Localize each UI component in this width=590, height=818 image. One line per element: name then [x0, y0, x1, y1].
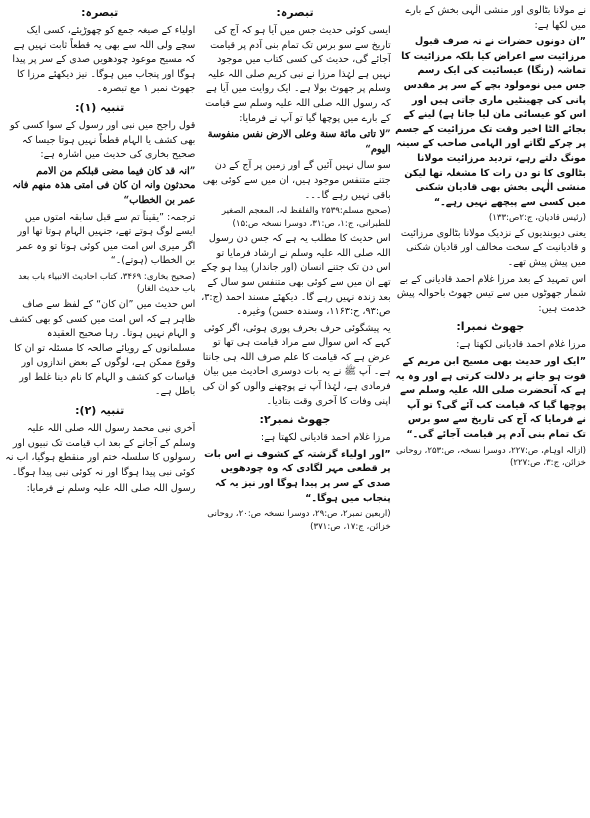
paragraph: اس تمہید کے بعد مرزا غلام احمد قادیانی کے بے شمار جھوٹوں میں سے تیس جھوٹ باحوالہ پیش خدمت ہیں:: [396, 273, 586, 314]
citation: (صحیح مسلم:۲۵۳۹ والفلفظ لہ، المعجم الصغیر للطبرانی، ج:۱، ص:۳۱، دوسرا نسخہ ص:۱۵): [221, 206, 391, 229]
paragraph: ترجمہ: ”یقیناً تم سے قبل سابقہ امتوں میں ایسے لوگ ہوتے تھے، جنہیں الہام ہوتا تھا اور اگر میری اس امت میں کوئی ہوتا تو وہ عمر بن الخطاب (ہوتے)۔“: [16, 211, 196, 267]
citation: (ازالہ اوہام، ص:۲۲۷، دوسرا نسخہ، ص:۲۵۳، روحانی خزائن، ج:۳، ص:۲۲۷): [396, 445, 586, 469]
section-heading: جھوٹ نمبرا:: [456, 320, 525, 334]
paragraph: ایسی کوئی حدیث جس میں آیا ہو کہ آج کی تاریخ سے سو برس تک تمام بنی آدم پر قیامت آجائے گی، حدیث کی کسی کتاب میں موجود نہیں ہے لہٰذا مرزا نے نبی کریم صلی اللہ علیہ وسلم پر جھوٹ بولا ہے۔ ایک روایت میں آیا ہے کہ رسول اللہ صلی اللہ علیہ وسلم سے قیامت کے بارے میں پوچھا گیا تو آپ نے فرمایا:: [205, 25, 391, 124]
column-middle: [199, 4, 390, 816]
quotation: ”ایک اور حدیث بھی مسیح ابن مریم کے فوت ہو جانے پر دلالت کرتی ہے اور وہ یہ ہے کہ آنحضرت صلی اللہ علیہ وسلم سے پوچھا گیا کہ قیامت کب آئے گی؟ تو آپ نے فرمایا کہ آج کی تاریخ سے سو برس تک تمام بنی آدم پر قیامت آجائے گی۔“: [395, 355, 586, 440]
citation: (صحیح بخاری: ۳۴۶۹، کتاب احادیث الانبیاء باب بعد باب حدیث الغار): [18, 271, 196, 295]
paragraph: آخری نبی محمد رسول اللہ صلی اللہ علیہ وسلم کے آجانے کے بعد اب قیامت تک نبیوں اور رسولوں کا سلسلہ ختم اور منقطع ہوگیا، اب نہ کوئی نبی پیدا ہوگا اور نہ کوئی نبی پیدا ہوگا۔: [5, 423, 196, 478]
paragraph: اولیاء کے صیغہ جمع کو چھوڑیئے، کسی ایک سچے ولی اللہ سے بھی یہ قطعاً ثابت نہیں ہے کہ مسیح موعود چودھویں صدی کے سر پر پیدا ہوگا اور پنجاب میں ہوگا۔ نیز دیکھئے مرزا کا جھوٹ نمبر ۱ مع تبصرہ۔: [12, 25, 196, 95]
paragraph: رسول اللہ صلی اللہ علیہ وسلم نے فرمایا:: [26, 483, 196, 495]
section-heading: تبصرہ:: [81, 6, 119, 19]
quotation: ”ان دونوں حضرات نے نہ صرف قبول مرزائیت سے اعراض کیا بلکہ مرزائیت کا تماشہ (رنگا) عیسائیت کی ایک رسم جس میں نومولود بچے کے سر پر مقدس پانی کی چھینٹیں ماری جاتی ہیں اور اس کو عیسائی مان لیا جاتا ہے) لینے کے بجائے الٹا اخیر وقت تک مرزائیت کے جسم پر چرکے لگاتے اور الہامی صاحب کے سینہ مونگ دلتے رہے، تردید مرزائیت مولانا بٹالوی کا تو دن رات کا مشغلہ تھا لیکن منشی الٰہی بخش بھی قادیان شکنی میں کسی سے پیچھے نہیں رہے۔“: [395, 36, 586, 208]
paragraph: قول راجح میں نبی اور رسول کے سوا کسی کو بھی کشف یا الہام قطعاً نہیں ہوتا جیسا کہ صحیح بخاری کی حدیث میں اشارہ ہے:: [10, 119, 196, 161]
section-heading: جھوٹ نمبر۲:: [259, 413, 331, 427]
paragraph: مرزا غلام احمد قادیانی لکھتا ہے:: [456, 339, 586, 351]
column-right: [395, 4, 586, 816]
paragraph: یہ پیشگوئی حرف بحرف پوری ہوئی، اگر کوئی کہے کہ اس سوال سے مراد قیامت ہی تھا تو عرض ہے کہ قیامت کا علم صرف اللہ ہی جانتا ہے۔ آپ ﷺ نے یہ بات دوسری احادیث میں بیان فرمادی ہے، لہٰذا آپ نے پوچھنے والوں کو ان کی اپنی وفات کا آخری وقت بتادیا۔: [202, 322, 391, 407]
citation: (رئیس قادیان، ج:۲ص:۱۳۳): [488, 213, 586, 224]
citation: (اربعین نمبر۲، ص:۲۹، دوسرا نسخہ ص:۲۰، روحانی خزائن، ج:۱۷، ص:۳۷۱): [207, 509, 391, 532]
arabic-text: ”لا تاتی مائة سنة وعلی الارض نفس منفوسة الیوم“: [207, 129, 391, 155]
section-heading: تنبیہ (۲):: [75, 404, 125, 418]
paragraph: اس حدیث کا مطلب یہ ہے کہ جس دن رسول اللہ صلی اللہ علیہ وسلم نے ارشاد فرمایا تو اس دن تک جتنے انسان (اور جاندار) پیدا ہو چکے تھے ان میں سے کوئی بھی متنفس سو سال کے بعد زندہ نہیں رہے گا۔ دیکھئے مسند احمد (ج:۳، ص:۹۳، ح:۱۱۶۳، وسندہ حسن) وغیرہ۔: [201, 233, 391, 318]
paragraph: اس حدیث میں ”ان کان“ کے لفظ سے صاف ظاہر ہے کہ اس امت میں کسی کو بھی کشف و الہام نہیں ہوتا۔ رہا صحیح العقیدہ مسلمانوں کے رویائے صالحہ کا مسئلہ تو ان کا وقوع ممکن ہے، لوگوں کے بعض اندازوں اور قیاسات کو کشف و الہام کا نام دینا غلط اور باطل ہے۔: [9, 298, 196, 398]
paragraph: نے مولانا بٹالوی اور منشی الٰہی بخش کے بارے میں لکھا ہے:: [405, 5, 586, 31]
paragraph: سو سال نہیں آئیں گے اور زمین پر آج کے دن جتنے متنفس موجود ہیں، ان میں سے کوئی بھی باقی نہیں رہے گا۔۔۔: [202, 160, 391, 201]
section-heading: تبصرہ:: [276, 6, 314, 19]
quotation: ”اور اولیاء گزشتہ کے کشوف نے اس بات پر قطعی مہر لگادی کہ وہ چودھویں صدی کے سر پر پیدا ہوگا اور نیز یہ کہ پنجاب میں ہوگا۔“: [204, 448, 391, 504]
paragraph: یعنی دیوبندیوں کے نزدیک مولانا بٹالوی مرزائیت و قادیانیت کے سخت مخالف اور قادیان شکنی میں پیش پیش تھے۔: [400, 227, 586, 268]
arabic-text: ”انہ قد کان فیما مضی قبلکم من الامم محدثون وانہ ان کان فی امتی ھذہ منھم فانہ عمر بن الخطاب“: [12, 165, 196, 206]
paragraph: مرزا غلام احمد قادیانی لکھتا ہے:: [260, 432, 391, 444]
section-heading: تنبیہ (۱):: [75, 100, 125, 114]
column-left: [4, 4, 195, 816]
